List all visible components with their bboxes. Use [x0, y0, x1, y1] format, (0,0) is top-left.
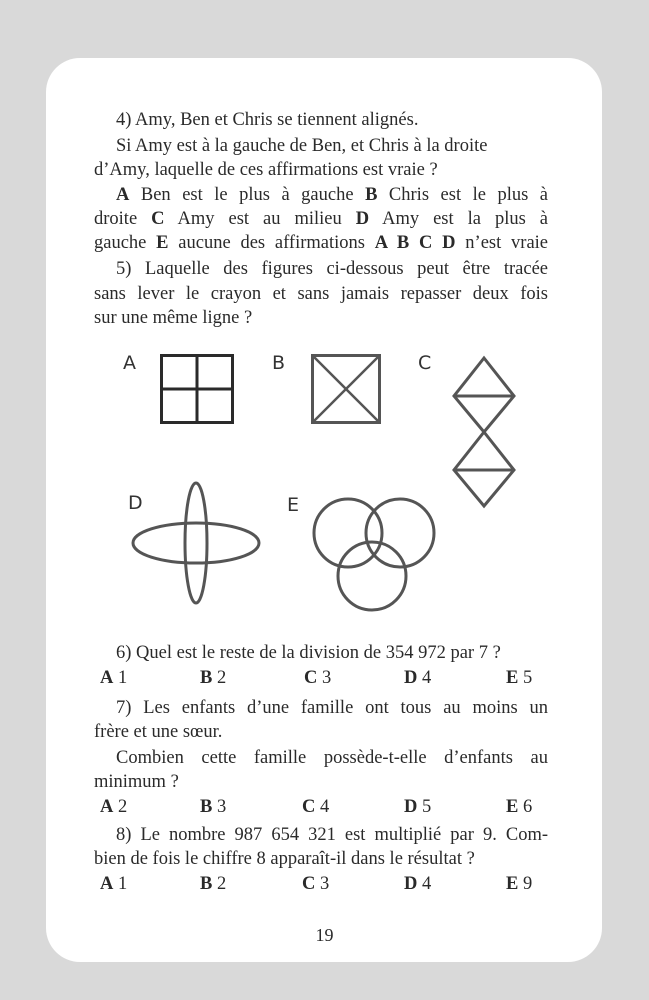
q4-line-5	[94, 207, 548, 231]
q8-line-1: 8) Le nombre 987 654 321 est multiplié par 9. Com-	[116, 825, 548, 845]
q4-choice-d-letter: D	[355, 209, 370, 229]
q8-choice-b: B 2	[200, 874, 227, 894]
q4-line-3: d’Amy, laquelle de ces affirmations est vraie ?	[94, 160, 438, 180]
q5-line-3: sur une même ligne ?	[94, 308, 253, 328]
q4-choice-a-letter: A	[116, 185, 130, 205]
q4-choice-e-text2: n’est vraie	[455, 233, 549, 253]
q4-choice-e-letter: E	[156, 233, 169, 253]
q7-line-2: frère et une sœur.	[94, 722, 223, 742]
q4-choice-c-text: Amy est au milieu	[164, 209, 356, 229]
q7-line-3: Combien cette famille possède-t-elle d’enfants au	[116, 748, 548, 768]
figure-b-label: B	[272, 352, 286, 374]
q5-line-1: 5) Laquelle des figures ci-dessous peut être tracée	[116, 259, 548, 279]
q4-line-6	[94, 231, 548, 255]
figure-e-circles	[312, 495, 438, 613]
q8-choice-c: C 3	[302, 874, 330, 894]
q7-choice-e: E 6	[506, 797, 533, 817]
q4-line-4	[116, 183, 548, 207]
q4-choice-b-letter: B	[365, 185, 378, 205]
q4-line-2: Si Amy est à la gauche de Ben, et Chris à la droite	[116, 136, 488, 156]
q4-choice-e-text: aucune des affirmations	[168, 233, 375, 253]
q7-choice-b: B 3	[200, 797, 227, 817]
q6-choice-a: A 1	[100, 668, 128, 688]
q4-line-1: 4) Amy, Ben et Chris se tiennent alignés.	[116, 110, 419, 130]
q7-choice-a: A 2	[100, 797, 128, 817]
figure-b-square-x	[311, 354, 381, 424]
page-number: 19	[315, 925, 334, 945]
q4-choice-b-text: Chris est le plus à	[377, 185, 549, 205]
q4-choice-a-text: Ben est le plus à gauche	[129, 185, 366, 205]
figure-c-label: C	[418, 352, 432, 374]
figure-d-label: D	[128, 492, 143, 514]
q8-choice-a: A 1	[100, 874, 128, 894]
q4-line5-text: droite	[94, 209, 152, 229]
q6-choice-c: C 3	[304, 668, 332, 688]
q7-choice-d: D 5	[404, 797, 432, 817]
q4-choice-c-letter: C	[151, 209, 165, 229]
q7-choice-c: C 4	[302, 797, 330, 817]
q6-question: 6) Quel est le reste de la division de 354 972 par 7 ?	[116, 643, 501, 663]
figure-d-ellipses	[130, 480, 262, 606]
q7-line-1: 7) Les enfants d’une famille ont tous au moins un	[116, 698, 548, 718]
figure-a-grid	[160, 354, 234, 424]
q8-choice-e: E 9	[506, 874, 533, 894]
q6-choice-e: E 5	[506, 668, 533, 688]
q8-choice-d: D 4	[404, 874, 432, 894]
q8-line-2: bien de fois le chiffre 8 apparaît-il dans le résultat ?	[94, 849, 475, 869]
q4-choice-d-text: Amy est la plus à	[369, 209, 549, 229]
q4-abcd: A B C D	[374, 233, 456, 253]
figure-e-label: E	[287, 494, 300, 516]
q6-choice-d: D 4	[404, 668, 432, 688]
figure-c-diamonds	[452, 356, 516, 508]
q4-line6-text: gauche	[94, 233, 157, 253]
figure-a-label: A	[123, 352, 136, 374]
q7-line-4: minimum ?	[94, 772, 179, 792]
q5-line-2: sans lever le crayon et sans jamais repasser deux fois	[94, 284, 548, 304]
q6-choice-b: B 2	[200, 668, 227, 688]
